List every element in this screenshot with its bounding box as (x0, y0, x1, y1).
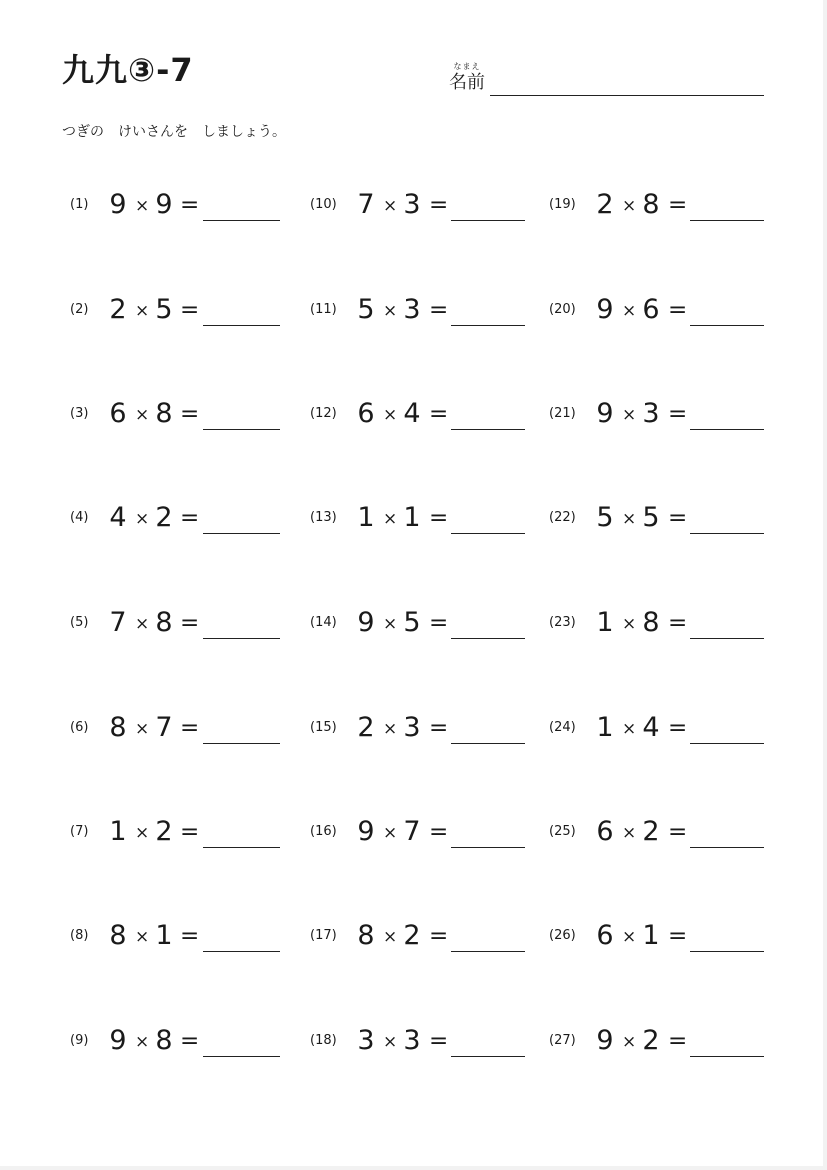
problem-number: (10) (310, 197, 337, 212)
problem-number: (6) (70, 720, 89, 735)
answer-line[interactable] (203, 533, 280, 534)
equals-sign: = (180, 297, 200, 323)
multiplicand: 2 (109, 294, 127, 325)
equals-sign: = (429, 819, 449, 845)
problem-number: (2) (70, 302, 89, 317)
multiplier: 2 (155, 502, 173, 533)
answer-line[interactable] (451, 429, 525, 430)
multiplicand: 2 (357, 712, 375, 743)
multiplier: 8 (155, 398, 173, 429)
times-sign: × (383, 301, 398, 321)
equals-sign: = (668, 1028, 688, 1054)
multiplier: 1 (642, 920, 660, 951)
times-sign: × (135, 196, 150, 216)
multiplicand: 6 (596, 920, 614, 951)
equals-sign: = (668, 715, 688, 741)
problem-number: (18) (310, 1033, 337, 1048)
problem-21 (549, 394, 765, 434)
problem-number: (7) (70, 824, 89, 839)
times-sign: × (383, 614, 398, 634)
equals-sign: = (429, 505, 449, 531)
problem-number: (24) (549, 720, 576, 735)
multiplicand: 1 (357, 502, 375, 533)
times-sign: × (135, 509, 150, 529)
multiplier: 2 (642, 1025, 660, 1056)
times-sign: × (622, 927, 637, 947)
problem-number: (21) (549, 406, 576, 421)
equals-sign: = (180, 401, 200, 427)
multiplier: 8 (155, 607, 173, 638)
multiplicand: 4 (109, 502, 127, 533)
answer-line[interactable] (451, 325, 525, 326)
multiplicand: 9 (109, 1025, 127, 1056)
multiplier: 4 (403, 398, 421, 429)
answer-line[interactable] (690, 1056, 764, 1057)
problem-number: (16) (310, 824, 337, 839)
multiplier: 1 (403, 502, 421, 533)
multiplicand: 9 (357, 816, 375, 847)
answer-line[interactable] (451, 220, 525, 221)
problem-27 (549, 1021, 765, 1061)
problem-number: (5) (70, 615, 89, 630)
multiplicand: 8 (357, 920, 375, 951)
problem-2 (70, 290, 282, 330)
multiplier: 6 (642, 294, 660, 325)
name-text: 名前 (449, 72, 485, 93)
multiplier: 3 (642, 398, 660, 429)
equals-sign: = (429, 1028, 449, 1054)
multiplier: 8 (155, 1025, 173, 1056)
times-sign: × (383, 719, 398, 739)
problem-7 (70, 812, 282, 852)
instruction-text: つぎの けいさんを しましょう。 (62, 124, 286, 140)
problem-25 (549, 812, 765, 852)
problem-9 (70, 1021, 282, 1061)
multiplicand: 6 (596, 816, 614, 847)
multiplicand: 9 (596, 294, 614, 325)
answer-line[interactable] (690, 533, 764, 534)
multiplier: 3 (403, 1025, 421, 1056)
times-sign: × (622, 719, 637, 739)
problem-number: (26) (549, 928, 576, 943)
answer-line[interactable] (690, 743, 764, 744)
multiplicand: 5 (357, 294, 375, 325)
name-ruby: なまえ (453, 62, 481, 71)
problem-number: (13) (310, 510, 337, 525)
problem-number: (14) (310, 615, 337, 630)
problem-13 (310, 498, 526, 538)
times-sign: × (135, 301, 150, 321)
multiplier: 9 (155, 189, 173, 220)
problem-24 (549, 708, 765, 748)
times-sign: × (135, 614, 150, 634)
equals-sign: = (429, 610, 449, 636)
problem-26 (549, 916, 765, 956)
multiplicand: 7 (357, 189, 375, 220)
equals-sign: = (668, 192, 688, 218)
equals-sign: = (180, 923, 200, 949)
multiplicand: 8 (109, 712, 127, 743)
answer-line[interactable] (203, 325, 280, 326)
answer-line[interactable] (451, 951, 525, 952)
multiplicand: 9 (357, 607, 375, 638)
equals-sign: = (429, 192, 449, 218)
answer-line[interactable] (451, 743, 525, 744)
equals-sign: = (668, 297, 688, 323)
problem-number: (20) (549, 302, 576, 317)
multiplicand: 1 (596, 712, 614, 743)
equals-sign: = (180, 715, 200, 741)
times-sign: × (135, 927, 150, 947)
multiplicand: 9 (596, 1025, 614, 1056)
multiplicand: 1 (596, 607, 614, 638)
equals-sign: = (429, 923, 449, 949)
multiplier: 7 (403, 816, 421, 847)
times-sign: × (383, 1032, 398, 1052)
answer-line[interactable] (203, 429, 280, 430)
multiplier: 8 (642, 607, 660, 638)
answer-line[interactable] (690, 429, 764, 430)
multiplier: 3 (403, 712, 421, 743)
answer-line[interactable] (203, 847, 280, 848)
problem-number: (17) (310, 928, 337, 943)
multiplier: 5 (642, 502, 660, 533)
multiplicand: 6 (109, 398, 127, 429)
multiplicand: 8 (109, 920, 127, 951)
name-label (446, 62, 488, 94)
times-sign: × (622, 614, 637, 634)
multiplier: 7 (155, 712, 173, 743)
times-sign: × (622, 301, 637, 321)
equals-sign: = (668, 401, 688, 427)
problem-17 (310, 916, 526, 956)
equals-sign: = (180, 505, 200, 531)
problem-22 (549, 498, 765, 538)
problem-11 (310, 290, 526, 330)
multiplicand: 2 (596, 189, 614, 220)
problem-19 (549, 185, 765, 225)
equals-sign: = (668, 610, 688, 636)
multiplier: 5 (403, 607, 421, 638)
multiplier: 5 (155, 294, 173, 325)
problem-3 (70, 394, 282, 434)
equals-sign: = (668, 923, 688, 949)
problem-number: (1) (70, 197, 89, 212)
name-answer-line[interactable] (490, 95, 764, 96)
times-sign: × (383, 405, 398, 425)
times-sign: × (622, 1032, 637, 1052)
multiplicand: 7 (109, 607, 127, 638)
problem-10 (310, 185, 526, 225)
worksheet-title: 九九③-7 (62, 51, 194, 89)
multiplier: 8 (642, 189, 660, 220)
problem-number: (15) (310, 720, 337, 735)
answer-line[interactable] (690, 325, 764, 326)
problem-number: (25) (549, 824, 576, 839)
multiplicand: 9 (596, 398, 614, 429)
equals-sign: = (180, 610, 200, 636)
answer-line[interactable] (451, 533, 525, 534)
times-sign: × (135, 719, 150, 739)
multiplicand: 6 (357, 398, 375, 429)
times-sign: × (135, 405, 150, 425)
times-sign: × (622, 823, 637, 843)
page-edge-bottom (0, 1166, 827, 1170)
equals-sign: = (180, 1028, 200, 1054)
answer-line[interactable] (203, 220, 280, 221)
problem-23 (549, 603, 765, 643)
multiplicand: 5 (596, 502, 614, 533)
answer-line[interactable] (203, 951, 280, 952)
multiplier: 3 (403, 294, 421, 325)
equals-sign: = (429, 715, 449, 741)
multiplier: 2 (155, 816, 173, 847)
problem-8 (70, 916, 282, 956)
problem-number: (9) (70, 1033, 89, 1048)
times-sign: × (383, 196, 398, 216)
problem-number: (11) (310, 302, 337, 317)
problem-number: (23) (549, 615, 576, 630)
answer-line[interactable] (451, 638, 525, 639)
problem-number: (12) (310, 406, 337, 421)
equals-sign: = (180, 192, 200, 218)
problem-1 (70, 185, 282, 225)
answer-line[interactable] (690, 847, 764, 848)
problem-number: (4) (70, 510, 89, 525)
times-sign: × (383, 509, 398, 529)
multiplicand: 9 (109, 189, 127, 220)
equals-sign: = (429, 401, 449, 427)
answer-line[interactable] (451, 847, 525, 848)
answer-line[interactable] (451, 1056, 525, 1057)
equals-sign: = (429, 297, 449, 323)
problem-number: (8) (70, 928, 89, 943)
answer-line[interactable] (203, 638, 280, 639)
answer-line[interactable] (203, 1056, 280, 1057)
multiplicand: 3 (357, 1025, 375, 1056)
equals-sign: = (180, 819, 200, 845)
times-sign: × (135, 1032, 150, 1052)
multiplicand: 1 (109, 816, 127, 847)
problem-5 (70, 603, 282, 643)
problem-15 (310, 708, 526, 748)
answer-line[interactable] (203, 743, 280, 744)
times-sign: × (622, 405, 637, 425)
problem-12 (310, 394, 526, 434)
multiplier: 3 (403, 189, 421, 220)
problem-16 (310, 812, 526, 852)
times-sign: × (383, 823, 398, 843)
answer-line[interactable] (690, 220, 764, 221)
problem-4 (70, 498, 282, 538)
times-sign: × (383, 927, 398, 947)
equals-sign: = (668, 505, 688, 531)
problem-number: (22) (549, 510, 576, 525)
multiplier: 1 (155, 920, 173, 951)
problem-18 (310, 1021, 526, 1061)
multiplier: 4 (642, 712, 660, 743)
page-edge-right (823, 0, 827, 1170)
problem-20 (549, 290, 765, 330)
answer-line[interactable] (690, 638, 764, 639)
equals-sign: = (668, 819, 688, 845)
multiplier: 2 (403, 920, 421, 951)
answer-line[interactable] (690, 951, 764, 952)
times-sign: × (622, 509, 637, 529)
multiplier: 2 (642, 816, 660, 847)
problem-14 (310, 603, 526, 643)
times-sign: × (135, 823, 150, 843)
times-sign: × (622, 196, 637, 216)
problem-number: (19) (549, 197, 576, 212)
problem-number: (27) (549, 1033, 576, 1048)
problem-6 (70, 708, 282, 748)
problem-number: (3) (70, 406, 89, 421)
